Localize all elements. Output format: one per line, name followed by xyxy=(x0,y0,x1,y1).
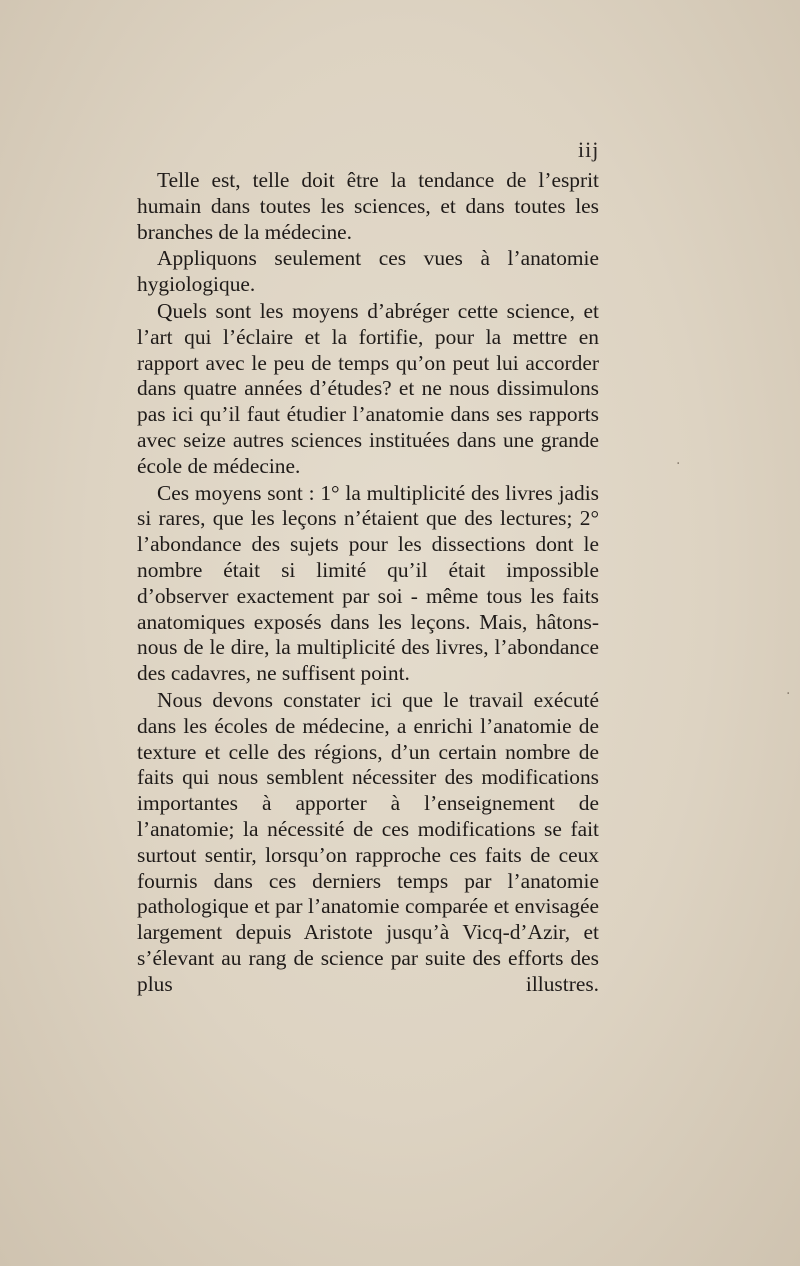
margin-speck: · xyxy=(786,686,791,702)
margin-speck: · xyxy=(676,456,681,472)
paragraph-1: Telle est, telle doit être la tendance de l’esprit humain dans toutes les sciences, et dans toutes les branches de la médecine. xyxy=(137,168,599,244)
body-text xyxy=(137,168,599,999)
page-number: iij xyxy=(578,137,600,162)
paragraph-2: Appliquons seulement ces vues à l’anatomie hygiologique. xyxy=(137,246,599,297)
paragraph-5: Nous devons constater ici que le travail exécuté dans les écoles de médecine, a enrichi l’anatomie de texture et celle des régions, d’un certain nombre de faits qui nous semblent nécessiter des modifications importantes à apporter à l’enseignement de l’anatomie; la nécessité de ces modifications se fait surtout sentir, lorsqu’on rapproche ces faits de ceux fournis dans ces derniers temps par l’anatomie pathologique et par l’anatomie comparée et envisagée largement depuis Aristote jusqu’à Vicq-d’Azir, et s’élevant au rang de science par suite des efforts des plus illustres. xyxy=(137,687,599,996)
paragraph-4: Ces moyens sont : 1° la multiplicité des livres jadis si rares, que les leçons n’étaient que des lectures; 2° l’abondance des sujets pour les dissections dont le nombre était si limité qu’il était impossible d’observer exactement par soi - même tous les faits anatomiques exposés dans les leçons. Mais, hâtons-nous de le dire, la multiplicité des livres, l’abondance des cadavres, ne suffisent point. xyxy=(137,480,599,686)
paragraph-3: Quels sont les moyens d’abréger cette science, et l’art qui l’éclaire et la fortifie, pour la mettre en rapport avec le peu de temps qu’on peut lui accorder dans quatre années d’études? et ne nous dissimulons pas ici qu’il faut étudier l’anatomie dans ses rapports avec seize autres sciences instituées dans une grande école de médecine. xyxy=(137,298,599,478)
